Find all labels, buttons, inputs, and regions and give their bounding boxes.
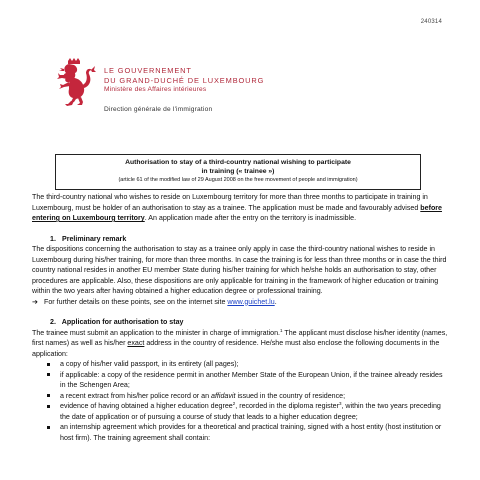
government-header [104,66,264,95]
section-2-number: 2. [50,318,56,326]
section-2-heading [32,317,448,328]
further-details-line [32,297,448,308]
footnote-2[interactable]: 2 [232,401,236,406]
intro-paragraph [32,192,448,224]
section-1-heading [32,234,448,245]
arrow-right-icon: ➔ [32,297,38,306]
exact-emphasis: exact [127,339,145,347]
bullet-icon [47,363,50,366]
footnote-1[interactable]: 1 [280,327,283,333]
guichet-link[interactable]: www.guichet.lu [227,297,275,306]
ministry-name: Ministère des Affaires intérieures [104,86,207,94]
section-2-text-b: The applicant must disclose his/her identity (names, first names) as well as his/her [32,328,448,347]
list-item-text: , recorded in the diploma register [235,402,339,410]
list-item [32,401,448,422]
section-1-title: Preliminary remark [61,234,127,243]
list-item-text: issued in the country of residence; [235,391,346,400]
title-legal-reference: (article 61 of the modified law of 29 August 2008 on the free movement of people and immigration) [118,177,358,183]
directorate-name: Direction générale de l'immigration [104,106,213,113]
intro-text-a: The third-country national who wishes to reside on Luxembourg territory for more than three months to participate in training in Luxembourg, must be holder of an authorisation to stay as a trainee. The application must be made and favourably advised [32,193,428,212]
document-body [32,192,448,443]
title-line-1: Authorisation to stay of a third-country national wishing to participate [125,159,351,166]
document-number: 240314 [420,19,442,25]
section-2-text-a: The trainee must submit an application to the minister in charge of immigration. [32,328,281,337]
government-line-1: LE GOUVERNEMENT [104,66,192,75]
document-title-box [55,154,421,190]
bullet-icon [47,373,50,376]
section-1-number: 1. [50,234,56,243]
list-item-text: evidence of having obtained a higher education degree [60,402,233,410]
section-2-text-c: address in the country of residence. He/she must also enclose the following documents in the application: [32,339,440,358]
bullet-icon [47,405,50,408]
list-item-text: a recent extract from his/her police record or an [60,391,212,400]
list-item [32,422,448,443]
list-item-text: if applicable: a copy of the residence permit in another Member State of the European Union, if the trainee already resides in the Schengen Area; [60,370,443,389]
required-documents-list [32,359,448,443]
list-item [32,391,448,402]
footnote-3[interactable]: 3 [338,401,342,406]
list-item-text: , within the two years preceding the date of application or of pursuing a course of study that leads to a higher education degree; [60,402,441,421]
list-item [32,370,448,391]
section-2-paragraph [32,328,448,360]
affidavit-term: affidavit [211,391,236,400]
list-item [32,359,448,370]
title-line-2: in training (« trainee ») [201,168,275,175]
red-lion-icon [54,58,96,106]
further-details-end: . [274,297,277,306]
list-item-text: a copy of his/her valid passport, in its entirety (all pages); [60,360,239,368]
section-1-paragraph: The dispositions concerning the authorisation to stay as a trainee only apply in case the third-country national wishes to reside in Luxembourg during his/her training, for more than three months. In case the training is for less than three months or in case the third country national resides in another EU member State during his/her training for which he/she holds an authorisation to stay, other procedures are applicable. Also, these dispositions are only applicable for training in the framework of higher education or training within the two years after having obtained a higher education degree or professional training. [32,245,447,295]
intro-text-b: . An application made after the entry on the territory is inadmissible. [144,214,357,222]
bullet-icon [47,426,50,429]
further-details-text: For further details on these points, see on the internet site [44,297,228,306]
section-2-title: Application for authorisation to stay [61,318,184,326]
intro-emphasis: before entering on Luxembourg territory [32,203,442,222]
list-item-text: an internship agreement which provides for a theoretical and practical training, signed with a host entity (host institution or host firm). The training agreement shall contain: [60,423,442,442]
government-line-2: DU GRAND-DUCHÉ DE LUXEMBOURG [104,75,265,85]
bullet-icon [47,394,50,397]
